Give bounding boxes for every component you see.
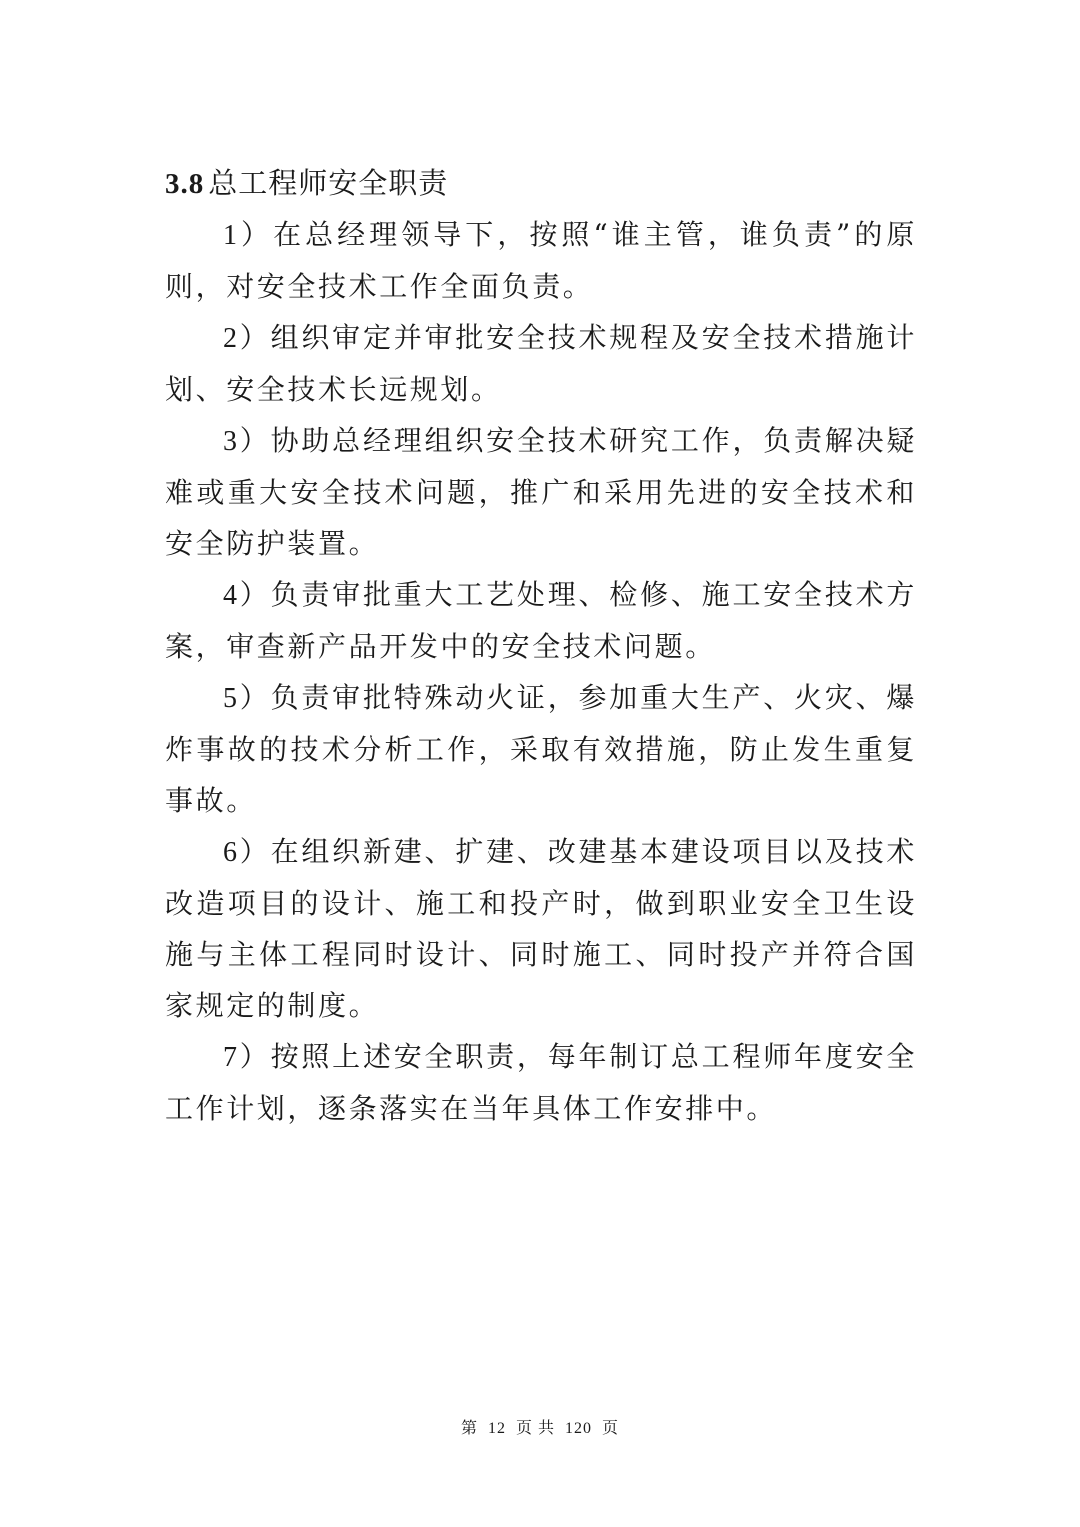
item-marker: 2） (223, 323, 271, 354)
item-text: 协助总经理组织安全技术研究工作，负责解决疑难或重大安全技术问题，推广和采用先进的安全技术和安全防护装置。 (165, 424, 918, 560)
footer-suffix: 页 (602, 1420, 620, 1437)
footer-prefix: 第 (460, 1420, 478, 1437)
section-heading (165, 158, 917, 209)
item-marker: 4） (223, 580, 271, 611)
duty-item-1 (165, 209, 917, 312)
duty-item-3 (165, 415, 917, 569)
footer-current-page: 12 (487, 1420, 506, 1437)
item-text: 按照上述安全职责，每年制订总工程师年度安全工作计划，逐条落实在当年具体工作安排中。 (165, 1040, 918, 1125)
duty-item-7 (165, 1031, 917, 1134)
item-marker: 3） (223, 426, 271, 457)
item-text: 在组织新建、扩建、改建基本建设项目以及技术改造项目的设计、施工和投产时，做到职业安全卫生设施与主体工程同时设计、同时施工、同时投产并符合国家规定的制度。 (165, 835, 918, 1022)
item-marker: 7） (223, 1042, 271, 1073)
section-title: 总工程师安全职责 (208, 166, 449, 200)
footer-total-pages: 120 (565, 1420, 592, 1437)
duty-item-4 (165, 569, 917, 672)
page-content (165, 158, 917, 1134)
item-text: 组织审定并审批安全技术规程及安全技术措施计划、安全技术长远规划。 (165, 321, 918, 406)
item-text: 在总经理领导下，按照“谁主管，谁负责”的原则，对安全技术工作全面负责。 (165, 218, 918, 303)
item-marker: 1） (223, 220, 274, 251)
section-number: 3.8 (165, 168, 205, 200)
item-text: 负责审批重大工艺处理、检修、施工安全技术方案，审查新产品开发中的安全技术问题。 (165, 578, 918, 663)
page-footer (0, 1418, 1080, 1440)
duty-item-6 (165, 826, 917, 1031)
duty-item-5 (165, 672, 917, 826)
item-text: 负责审批特殊动火证，参加重大生产、火灾、爆炸事故的技术分析工作，采取有效措施，防止发生重复事故。 (165, 681, 918, 817)
footer-middle: 页 共 (515, 1420, 555, 1437)
duty-item-2 (165, 312, 917, 415)
item-marker: 6） (223, 837, 271, 868)
item-marker: 5） (223, 683, 271, 714)
